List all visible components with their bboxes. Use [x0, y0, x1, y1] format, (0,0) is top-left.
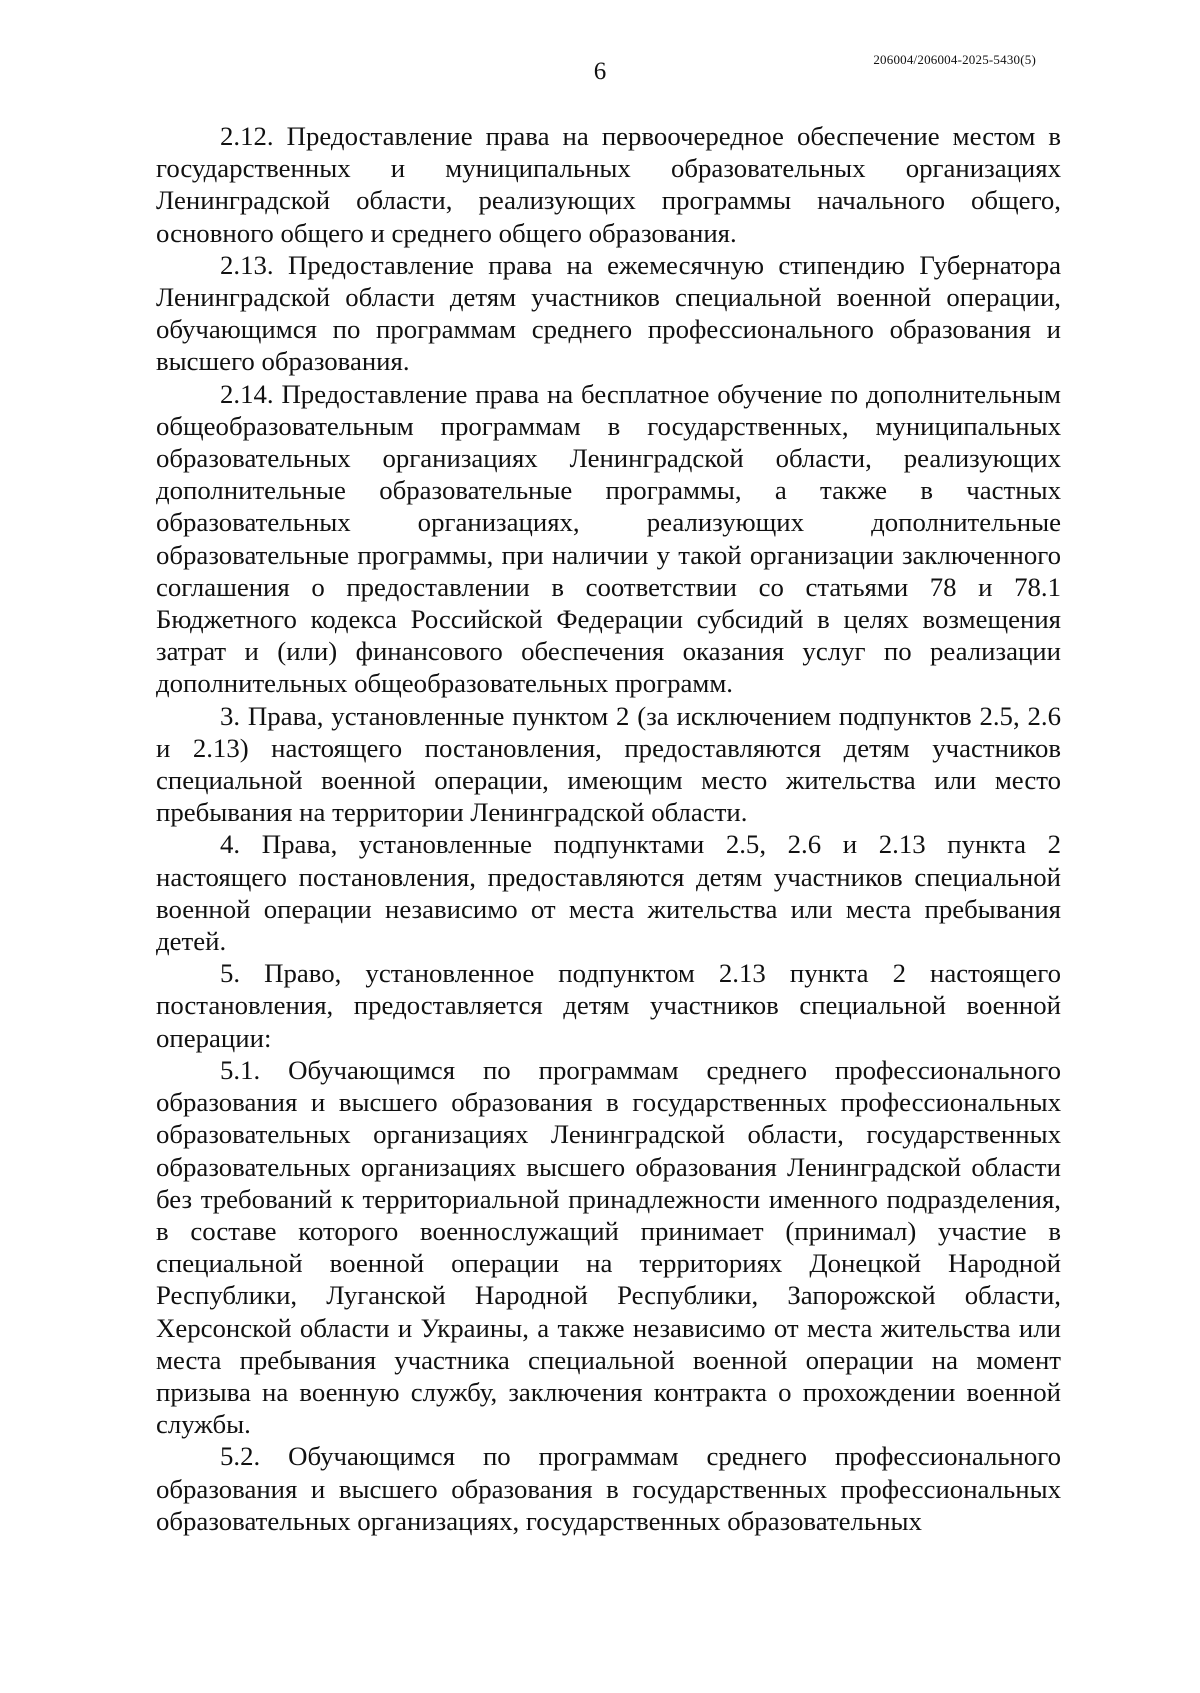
page-number: 6 [593, 58, 607, 85]
document-registration-number: 206004/206004-2025-5430(5) [873, 52, 1036, 67]
paragraph-3: 3. Права, установленные пунктом 2 (за исключением подпунктов 2.5, 2.6 и 2.13) настоящего постановления, предоставляются детям участников специальной военной операции, имеющим место жительства или место пребывания на территории Ленинградской области. [156, 700, 1061, 828]
paragraph-5: 5. Право, установленное подпунктом 2.13 пункта 2 настоящего постановления, предоставляется детям участников специальной военной операции: [156, 958, 1061, 1053]
paragraph-2-14: 2.14. Предоставление права на бесплатное обучение по дополнительным общеобразовательным программам в государственных, муниципальных образовательных организациях Ленинградской области, реализующих дополнительные образовательные программы, а также в частных образовательных организациях, реализующих дополнительные образовательные программы, при наличии у такой организации заключенного соглашения о предоставлении в соответствии со статьями 78 и 78.1 Бюджетного кодекса Российской Федерации субсидий в целях возмещения затрат и (или) финансового обеспечения оказания услуг по реализации дополнительных общеобразовательных программ. [156, 378, 1061, 699]
paragraph-2-12: 2.12. Предоставление права на первоочередное обеспечение местом в государственных и муниципальных образовательных организациях Ленинградской области, реализующих программы начального общего, основного общего и среднего общего образования. [156, 121, 1061, 248]
paragraph-4: 4. Права, установленные подпунктами 2.5, 2.6 и 2.13 пункта 2 настоящего постановления, предоставляются детям участников специальной военной операции независимо от места жительства или места пребывания детей. [156, 829, 1061, 957]
paragraph-5-1: 5.1. Обучающимся по программам среднего профессионального образования и высшего образования в государственных профессиональных образовательных организациях Ленинградской области, государственных образовательных организациях высшего образования Ленинградской области без требований к территориальной принадлежности именного подразделения, в составе которого военнослужащий принимает (принимал) участие в специальной военной операции на территориях Донецкой Народной Республики, Луганской Народной Республики, Запорожской области, Херсонской области и Украины, а также независимо от места жительства или места пребывания участника специальной военной операции на момент призыва на военную службу, заключения контракта о прохождении военной службы. [156, 1054, 1061, 1440]
paragraph-2-13: 2.13. Предоставление права на ежемесячную стипендию Губернатора Ленинградской области детям участников специальной военной операции, обучающимся по программам среднего профессионального образования и высшего образования. [156, 249, 1061, 377]
paragraph-5-2: 5.2. Обучающимся по программам среднего профессионального образования и высшего образования в государственных профессиональных образовательных организациях, государственных образовательных [156, 1441, 1061, 1536]
document-body [156, 120, 1061, 1537]
